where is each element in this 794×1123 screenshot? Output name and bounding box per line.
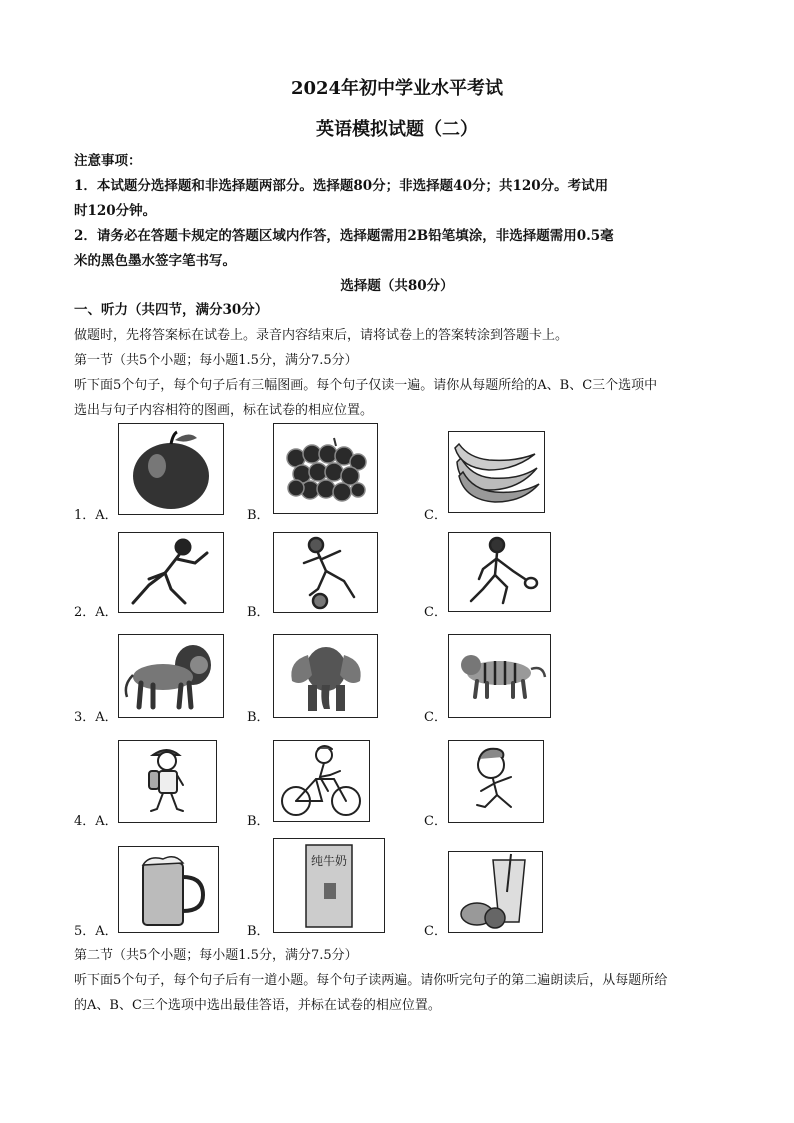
tiger-icon[interactable] <box>448 634 551 718</box>
section1-heading: 第一节（共5个小题；每小题1.5分，满分7.5分） <box>74 353 358 368</box>
hiking-kid-icon[interactable] <box>118 740 217 823</box>
badminton-player-icon[interactable] <box>448 532 551 612</box>
section2-instruction-line-2: 的A、B、C三个选项中选出最佳答语，并标在试卷的相应位置。 <box>74 998 441 1013</box>
q2-a-label: 2．A． <box>74 605 118 620</box>
cycling-kid-icon[interactable] <box>273 740 370 822</box>
q5-b-label: B． <box>247 924 270 939</box>
section-title: 选择题（共80分） <box>340 278 454 294</box>
milk-carton-icon[interactable] <box>273 838 385 933</box>
section2-heading: 第二节（共5个小题；每小题1.5分，满分7.5分） <box>74 948 358 963</box>
q5-c-label: C． <box>424 924 447 939</box>
q2-b-label: B． <box>247 605 270 620</box>
soccer-player-icon[interactable] <box>273 532 378 613</box>
runner-icon[interactable] <box>118 532 224 613</box>
bananas-icon[interactable] <box>448 431 545 513</box>
q2-c-label: C． <box>424 605 447 620</box>
apple-icon[interactable] <box>118 423 224 515</box>
q1-a-label: 1．A． <box>74 508 118 523</box>
elephant-icon[interactable] <box>273 634 378 718</box>
q4-b-label: B． <box>247 814 270 829</box>
exam-title: 2024年初中学业水平考试 <box>290 78 504 99</box>
notes-heading: 注意事项： <box>74 153 142 169</box>
note-item-2-line-2: 米的黑色墨水签字笔书写。 <box>74 253 236 269</box>
note-item-1-line-2: 时120分钟。 <box>74 203 157 219</box>
q1-c-label: C． <box>424 508 447 523</box>
lion-icon[interactable] <box>118 634 224 718</box>
q3-c-label: C． <box>424 710 447 725</box>
beer-mug-icon[interactable] <box>118 846 219 933</box>
part1-instruction: 做题时，先将答案标在试卷上。录音内容结束后，请将试卷上的答案转涂到答题卡上。 <box>74 328 569 343</box>
q5-a-label: 5．A． <box>74 924 118 939</box>
running-kid-icon[interactable] <box>448 740 544 823</box>
q4-a-label: 4．A． <box>74 814 118 829</box>
milk-carton-text: 纯牛奶 <box>310 854 348 868</box>
exam-subtitle: 英语模拟试题（二） <box>316 119 478 140</box>
section2-instruction-line-1: 听下面5个句子，每个句子后有一道小题。每个句子读两遍。请你听完句子的第二遍朗读后，从每题所给 <box>74 973 668 988</box>
q3-a-label: 3．A． <box>74 710 118 725</box>
q1-b-label: B． <box>247 508 270 523</box>
note-item-2-line-1: 2．请务必在答题卡规定的答题区域内作答，选择题需用2B铅笔填涂，非选择题需用0.5毫 <box>74 228 614 244</box>
section1-instruction-line-1: 听下面5个句子，每个句子后有三幅图画。每个句子仅读一遍。请你从每题所给的A、B、C三个选项中 <box>74 378 658 393</box>
note-item-1-line-1: 1．本试题分选择题和非选择题两部分。选择题80分；非选择题40分；共120分。考试用 <box>74 178 609 194</box>
q4-c-label: C． <box>424 814 447 829</box>
q3-b-label: B． <box>247 710 270 725</box>
part1-heading: 一、听力（共四节，满分30分） <box>74 302 269 318</box>
grapes-icon[interactable] <box>273 423 378 514</box>
section1-instruction-line-2: 选出与句子内容相符的图画，标在试卷的相应位置。 <box>74 403 374 418</box>
lemon-juice-icon[interactable] <box>448 851 543 933</box>
